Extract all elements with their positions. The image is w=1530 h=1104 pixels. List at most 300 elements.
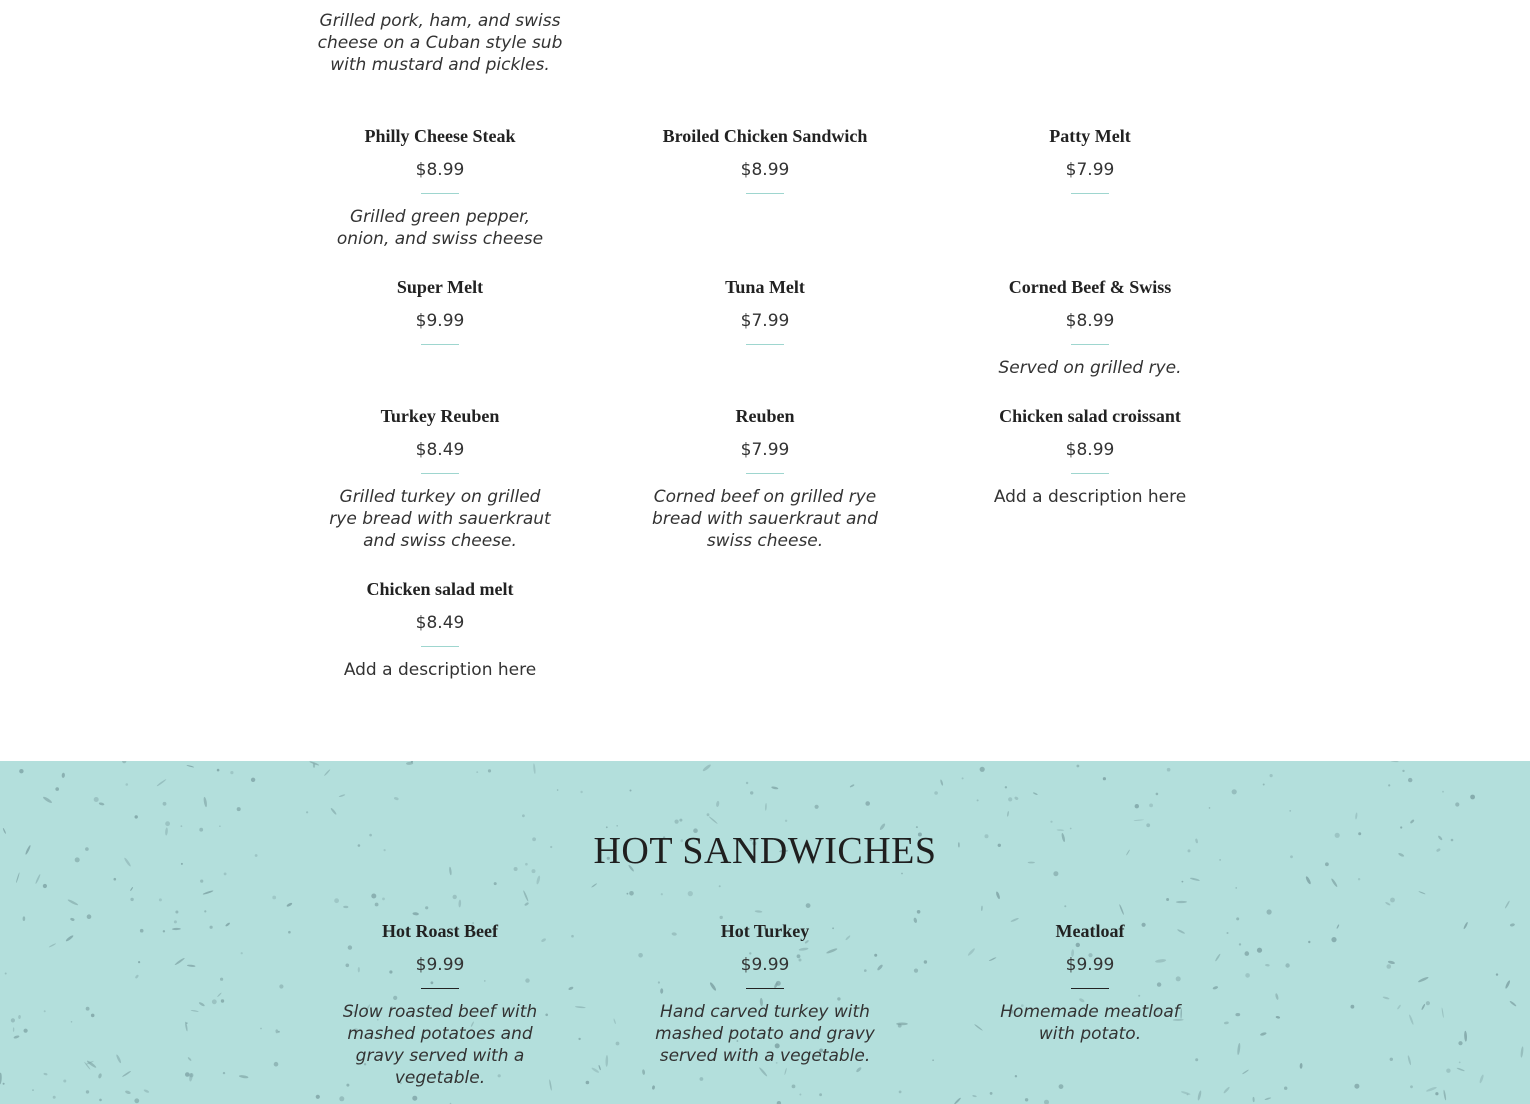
speckle (1455, 802, 1459, 806)
speckle (1103, 777, 1106, 780)
speckle (1459, 1062, 1461, 1064)
speckle (1265, 964, 1270, 967)
speckle (627, 893, 629, 895)
speckle (94, 797, 99, 802)
speckle (412, 1096, 417, 1101)
speckle (522, 814, 525, 817)
speckle (771, 786, 779, 790)
speckle (375, 903, 379, 907)
menu-item-tuna-melt (640, 276, 890, 345)
speckle (661, 893, 663, 895)
speckle (458, 900, 461, 908)
item-description: Grilled turkey on grilled rye bread with sauerkraut and swiss cheese. (329, 487, 551, 551)
speckle (580, 791, 582, 793)
menu-item-chicken-salad-melt (315, 578, 565, 681)
speckle (1197, 1090, 1202, 1101)
speckle (899, 1091, 902, 1094)
speckle (1426, 1001, 1430, 1005)
speckle (1156, 793, 1159, 796)
speckle (1479, 1074, 1485, 1084)
speckle (1464, 1031, 1467, 1042)
speckle (606, 826, 608, 828)
speckle (1496, 973, 1498, 975)
item-price: $9.99 (415, 311, 465, 331)
speckle (1441, 1007, 1444, 1018)
item-price: $8.99 (1065, 440, 1115, 460)
speckle (163, 930, 165, 932)
speckle (339, 1096, 344, 1101)
speckle (324, 769, 331, 776)
speckle (1289, 810, 1291, 812)
speckle (187, 964, 196, 967)
speckle (1308, 941, 1310, 943)
speckle (1421, 1003, 1426, 1010)
item-description: Slow roasted beef with mashed potatoes and gravy served with a vegetable. (342, 1002, 538, 1088)
cuban-item-description (315, 10, 565, 76)
speckle (675, 820, 679, 824)
speckle (165, 821, 170, 826)
speckle (230, 771, 233, 774)
speckle (275, 1029, 278, 1033)
speckle (799, 1094, 801, 1096)
speckle (1223, 1086, 1230, 1094)
speckle (1007, 811, 1010, 817)
speckle (99, 1099, 102, 1102)
section-title: HOT SANDWICHES (593, 830, 937, 872)
speckle (924, 960, 927, 963)
speckle (55, 787, 59, 791)
speckle (343, 906, 348, 908)
speckle (316, 1095, 320, 1099)
speckle (1504, 900, 1510, 909)
item-divider (1071, 988, 1109, 989)
item-price: $8.99 (740, 160, 790, 180)
speckle (1402, 770, 1404, 772)
speckle (1336, 924, 1339, 929)
speckle (172, 928, 181, 931)
speckle (568, 986, 574, 991)
speckle (71, 1021, 73, 1023)
speckle (1015, 1075, 1017, 1077)
speckle (99, 802, 105, 806)
item-description: Served on grilled rye. (998, 358, 1182, 378)
speckle (1397, 1004, 1402, 1009)
item-divider (746, 988, 784, 989)
item-price: $9.99 (1065, 955, 1115, 975)
speckle (1235, 887, 1237, 889)
speckle (575, 1006, 586, 1009)
menu-item-super-melt (315, 276, 565, 345)
speckle (1209, 807, 1211, 809)
speckle (1044, 1100, 1049, 1104)
speckle (18, 1015, 21, 1019)
menu-item-philly-cheese-steak (315, 125, 565, 250)
speckle (0, 1073, 2, 1085)
speckle (16, 872, 20, 883)
speckle (536, 875, 541, 884)
menu-item-turkey-reuben (315, 405, 565, 552)
speckle (425, 906, 428, 909)
item-divider (421, 193, 459, 194)
item-name: Super Melt (396, 277, 484, 297)
item-name: Hot Roast Beef (382, 921, 498, 941)
speckle (1235, 1013, 1240, 1016)
speckle (1195, 1058, 1198, 1061)
speckle (494, 882, 497, 885)
speckle (1300, 1063, 1303, 1069)
speckle (1227, 932, 1229, 934)
speckle (156, 779, 166, 787)
speckle (135, 974, 140, 979)
item-name: Chicken salad croissant (999, 406, 1181, 426)
item-divider (746, 344, 784, 345)
speckle (1135, 804, 1139, 808)
speckle (86, 1007, 90, 1011)
speckle (1505, 980, 1511, 989)
speckle (1410, 819, 1415, 824)
speckle (159, 898, 162, 901)
speckle (339, 794, 346, 798)
speckle (175, 911, 178, 914)
speckle (1426, 1086, 1438, 1092)
speckle (1149, 804, 1153, 808)
speckle (130, 887, 134, 891)
item-divider (421, 988, 459, 989)
speckle (13, 1035, 19, 1039)
speckle (135, 815, 138, 818)
speckle (524, 902, 529, 906)
speckle (87, 914, 92, 919)
speckle (1176, 901, 1187, 903)
speckle (122, 1070, 132, 1077)
speckle (700, 1077, 704, 1081)
speckle (1267, 909, 1272, 914)
speckle (32, 1089, 34, 1091)
speckle (138, 961, 140, 963)
speckle (288, 931, 291, 934)
speckle (217, 992, 222, 997)
speckle (1458, 1041, 1462, 1045)
speckle (702, 764, 712, 773)
speckle (212, 999, 217, 1004)
speckle (1242, 1069, 1249, 1075)
speckle (274, 1062, 279, 1067)
speckle (1305, 876, 1312, 885)
speckle (91, 1014, 95, 1018)
speckle (716, 801, 720, 808)
speckle (1470, 795, 1475, 800)
menu-item-hot-turkey (640, 920, 890, 1067)
speckle (210, 926, 213, 929)
speckle (225, 922, 231, 927)
speckle (1025, 1098, 1028, 1101)
speckle (613, 1018, 616, 1024)
speckle (1190, 877, 1200, 881)
speckle (758, 1067, 767, 1077)
speckle (616, 1042, 620, 1046)
item-name: Hot Turkey (720, 921, 810, 941)
speckle (981, 906, 983, 911)
speckle (1382, 996, 1389, 1000)
speckle (815, 805, 819, 809)
speckle (488, 769, 491, 772)
speckle (189, 1073, 193, 1077)
speckle (1509, 1000, 1517, 1007)
speckle (934, 791, 938, 795)
speckle (1239, 943, 1241, 945)
speckle (237, 807, 241, 811)
speckle (523, 890, 529, 902)
speckle (1257, 948, 1262, 953)
speckle (709, 816, 718, 824)
item-name: Meatloaf (1055, 921, 1125, 941)
speckle (1005, 786, 1007, 788)
speckle (972, 1095, 977, 1098)
speckle (1263, 784, 1265, 786)
speckle (1446, 1069, 1450, 1073)
speckle (43, 884, 47, 888)
speckle (605, 1055, 608, 1067)
speckle (616, 825, 618, 827)
speckle (49, 943, 57, 948)
item-divider (1071, 473, 1109, 474)
speckle (1033, 792, 1038, 795)
item-name: Turkey Reuben (380, 406, 500, 426)
item-name: Tuna Melt (725, 277, 805, 297)
speckle (1390, 898, 1395, 903)
speckle (1435, 1092, 1438, 1095)
speckle (1187, 1094, 1189, 1096)
speckle (679, 819, 682, 822)
speckle (198, 1001, 205, 1006)
speckle (272, 896, 276, 900)
item-divider (1071, 193, 1109, 194)
speckle (1146, 823, 1150, 827)
speckle (1064, 905, 1066, 907)
speckle (63, 1080, 66, 1083)
speckle (642, 1069, 646, 1075)
speckle (1167, 768, 1171, 772)
speckle (44, 1010, 46, 1012)
item-price: $7.99 (740, 440, 790, 460)
speckle (163, 802, 167, 806)
hot-sandwiches-section (0, 761, 1530, 1104)
speckle (53, 1096, 56, 1099)
speckle (334, 898, 339, 903)
speckle (11, 1018, 15, 1022)
speckle (1245, 951, 1250, 956)
speckle (557, 789, 559, 791)
speckle (114, 878, 117, 881)
speckle (143, 1089, 149, 1094)
speckle (1387, 964, 1392, 969)
speckle (174, 920, 177, 923)
speckle (220, 978, 223, 981)
speckle (203, 797, 208, 808)
speckle (1134, 819, 1144, 821)
speckle (1119, 904, 1125, 915)
speckle (86, 1090, 89, 1093)
speckle (1410, 1085, 1413, 1088)
speckle (750, 791, 753, 794)
speckle (980, 767, 985, 772)
speckle (1520, 1046, 1524, 1058)
speckle (630, 790, 632, 792)
item-description: Add a description here (993, 487, 1187, 507)
menu-item-reuben (640, 405, 890, 552)
speckle (1252, 1097, 1254, 1102)
speckle (1270, 774, 1273, 777)
speckle (412, 912, 419, 916)
menu-item-corned-beef-swiss (965, 276, 1215, 379)
item-name: Corned Beef & Swiss (1008, 277, 1172, 297)
speckle (765, 803, 767, 811)
item-price: $8.99 (1065, 311, 1115, 331)
speckle (917, 910, 921, 914)
speckle (1008, 797, 1012, 801)
speckle (5, 973, 7, 975)
speckle (1050, 821, 1052, 823)
item-price: $8.49 (415, 440, 465, 460)
speckle (1418, 976, 1429, 983)
speckle (134, 1098, 139, 1103)
speckle (896, 1023, 908, 1026)
item-price: $9.99 (740, 955, 790, 975)
speckle (1355, 812, 1358, 819)
speckle (221, 999, 224, 1002)
speckle (977, 799, 979, 801)
speckle (792, 1085, 796, 1089)
speckle (962, 777, 964, 779)
speckle (1463, 922, 1469, 930)
speckle (286, 902, 293, 907)
speckle (865, 801, 870, 806)
item-description: Homemade meatloaf with potato. (1000, 1002, 1180, 1044)
item-divider (746, 473, 784, 474)
item-divider (421, 344, 459, 345)
menu-item-meatloaf (965, 920, 1215, 1045)
item-name: Broiled Chicken Sandwich (662, 126, 868, 146)
speckle (1331, 878, 1339, 888)
speckle (586, 1081, 590, 1085)
speckle (1407, 1055, 1412, 1065)
speckle (186, 765, 194, 768)
item-name: Reuben (735, 406, 795, 426)
speckle (1224, 1021, 1229, 1024)
speckle (1237, 1043, 1241, 1055)
speckle (35, 874, 41, 885)
speckle (371, 894, 376, 899)
speckle (746, 782, 748, 784)
speckle (43, 1073, 47, 1076)
item-name: Chicken salad melt (366, 579, 514, 599)
speckle (914, 969, 918, 973)
speckle (1442, 791, 1444, 793)
menu-item-chicken-salad-croissant (965, 405, 1215, 508)
speckle (855, 1066, 862, 1073)
menu-item-patty-melt (965, 125, 1215, 194)
speckle (1215, 953, 1221, 962)
speckle (1077, 765, 1080, 768)
speckle (1275, 993, 1279, 1000)
speckle (785, 820, 787, 822)
speckle (1284, 1087, 1287, 1090)
item-divider (746, 193, 784, 194)
speckle (1390, 1058, 1393, 1061)
speckle (571, 935, 574, 938)
speckle (122, 761, 126, 763)
item-price: $7.99 (740, 311, 790, 331)
speckle (755, 910, 763, 913)
speckle (330, 807, 337, 815)
cuban-desc-text: Grilled pork, ham, and swiss cheese on a Cuban style sub with mustard and pickles. (317, 11, 563, 75)
speckle (23, 916, 26, 921)
speckle (65, 934, 74, 942)
speckle (806, 903, 811, 908)
speckle (116, 1054, 122, 1064)
speckle (1354, 1084, 1359, 1089)
speckle (719, 885, 721, 887)
speckle (1358, 878, 1360, 880)
speckle (181, 825, 183, 827)
speckle (707, 813, 710, 816)
speckle (591, 883, 597, 888)
speckle (995, 891, 1000, 899)
speckle (186, 1022, 188, 1024)
item-price: $8.99 (415, 160, 465, 180)
speckle (67, 899, 78, 906)
speckle (784, 1068, 787, 1075)
speckle (174, 957, 185, 966)
speckle (1388, 784, 1390, 786)
speckle (1388, 960, 1396, 964)
speckle (70, 917, 75, 921)
speckle (849, 784, 854, 788)
speckle (1232, 789, 1237, 794)
speckle (1408, 1014, 1414, 1025)
speckle (279, 984, 283, 988)
item-divider (421, 473, 459, 474)
speckle (13, 1027, 14, 1031)
speckle (61, 773, 65, 779)
speckle (652, 1085, 656, 1090)
speckle (217, 769, 220, 772)
speckle (1456, 1067, 1465, 1071)
speckle (19, 769, 23, 773)
speckle (241, 952, 243, 954)
speckle (278, 1031, 280, 1033)
speckle (1236, 917, 1239, 920)
speckle (1014, 796, 1019, 801)
item-name: Patty Melt (1049, 126, 1131, 146)
menu-item-hot-roast-beef (315, 920, 565, 1089)
speckle (916, 826, 918, 828)
item-price: $8.49 (415, 613, 465, 633)
speckle (1391, 761, 1399, 762)
speckle (24, 1029, 28, 1033)
speckle (819, 1093, 822, 1096)
speckle (1408, 778, 1412, 782)
speckle (187, 1057, 192, 1062)
speckle (720, 916, 723, 919)
speckle (476, 771, 478, 773)
speckle (1418, 891, 1425, 895)
speckle (1264, 1097, 1271, 1101)
item-description: Grilled green pepper, onion, and swiss cheese (336, 207, 544, 249)
speckle (200, 880, 203, 883)
item-description: Hand carved turkey with mashed potato and gravy served with a vegetable. (655, 1002, 875, 1066)
speckle (185, 1072, 190, 1077)
